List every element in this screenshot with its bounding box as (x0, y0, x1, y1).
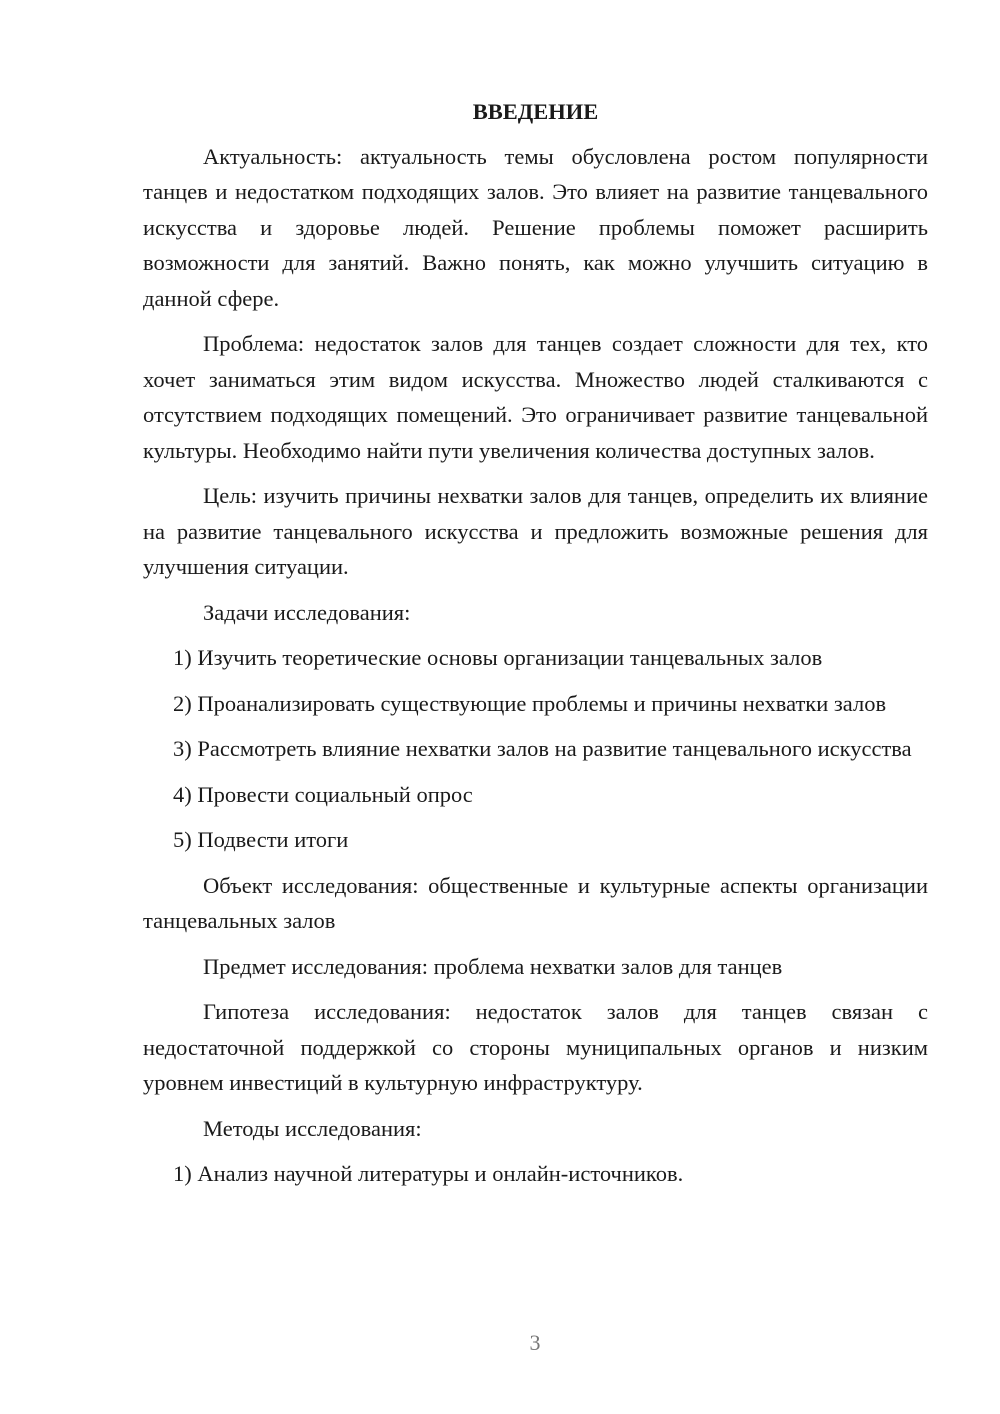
page-content (143, 94, 928, 1192)
task-item-5: 5) Подвести итоги (173, 827, 349, 852)
paragraph-problem: Проблема: недостаток залов для танцев создает сложности для тех, кто хочет заниматься этим видом искусства. Множество людей сталкиваются с отсутствием подходящих помещений. Это ограничивает развитие танцевальной культуры. Необходимо найти пути увеличения количества доступных залов. (143, 331, 928, 463)
methods-heading: Методы исследования: (203, 1115, 422, 1141)
task-item-3: 3) Рассмотреть влияние нехватки залов на развитие танцевального искусства (173, 736, 912, 761)
paragraph-hypothesis: Гипотеза исследования: недостаток залов для танцев связан с недостаточной поддержкой со стороны муниципальных органов и низким уровнем инвестиций в культурную инфраструктуру. (143, 999, 928, 1095)
task-item-4: 4) Провести социальный опрос (173, 781, 473, 807)
method-item-1: 1) Анализ научной литературы и онлайн-источников. (173, 1161, 684, 1186)
paragraph-subject: Предмет исследования: проблема нехватки залов для танцев (203, 953, 783, 979)
section-title: ВВЕДЕНИЕ (472, 99, 599, 124)
paragraph-object: Объект исследования: общественные и культурные аспекты организации танцевальных залов (143, 872, 928, 933)
tasks-heading: Задачи исследования: (203, 599, 411, 625)
task-item-1: 1) Изучить теоретические основы организации танцевальных залов (173, 645, 823, 670)
page-number: 3 (529, 1330, 541, 1355)
task-item-2: 2) Проанализировать существующие проблемы и причины нехватки залов (173, 690, 887, 716)
paragraph-relevance: Актуальность: актуальность темы обусловлена ростом популярности танцев и недостатком подходящих залов. Это влияет на развитие танцевального искусства и здоровье людей. Решение проблемы поможет расширить возможности для занятий. Важно понять, как можно улучшить ситуацию в данной сфере. (143, 143, 928, 311)
paragraph-goal: Цель: изучить причины нехватки залов для танцев, определить их влияние на развитие танцевального искусства и предложить возможные решения для улучшения ситуации. (143, 483, 928, 579)
